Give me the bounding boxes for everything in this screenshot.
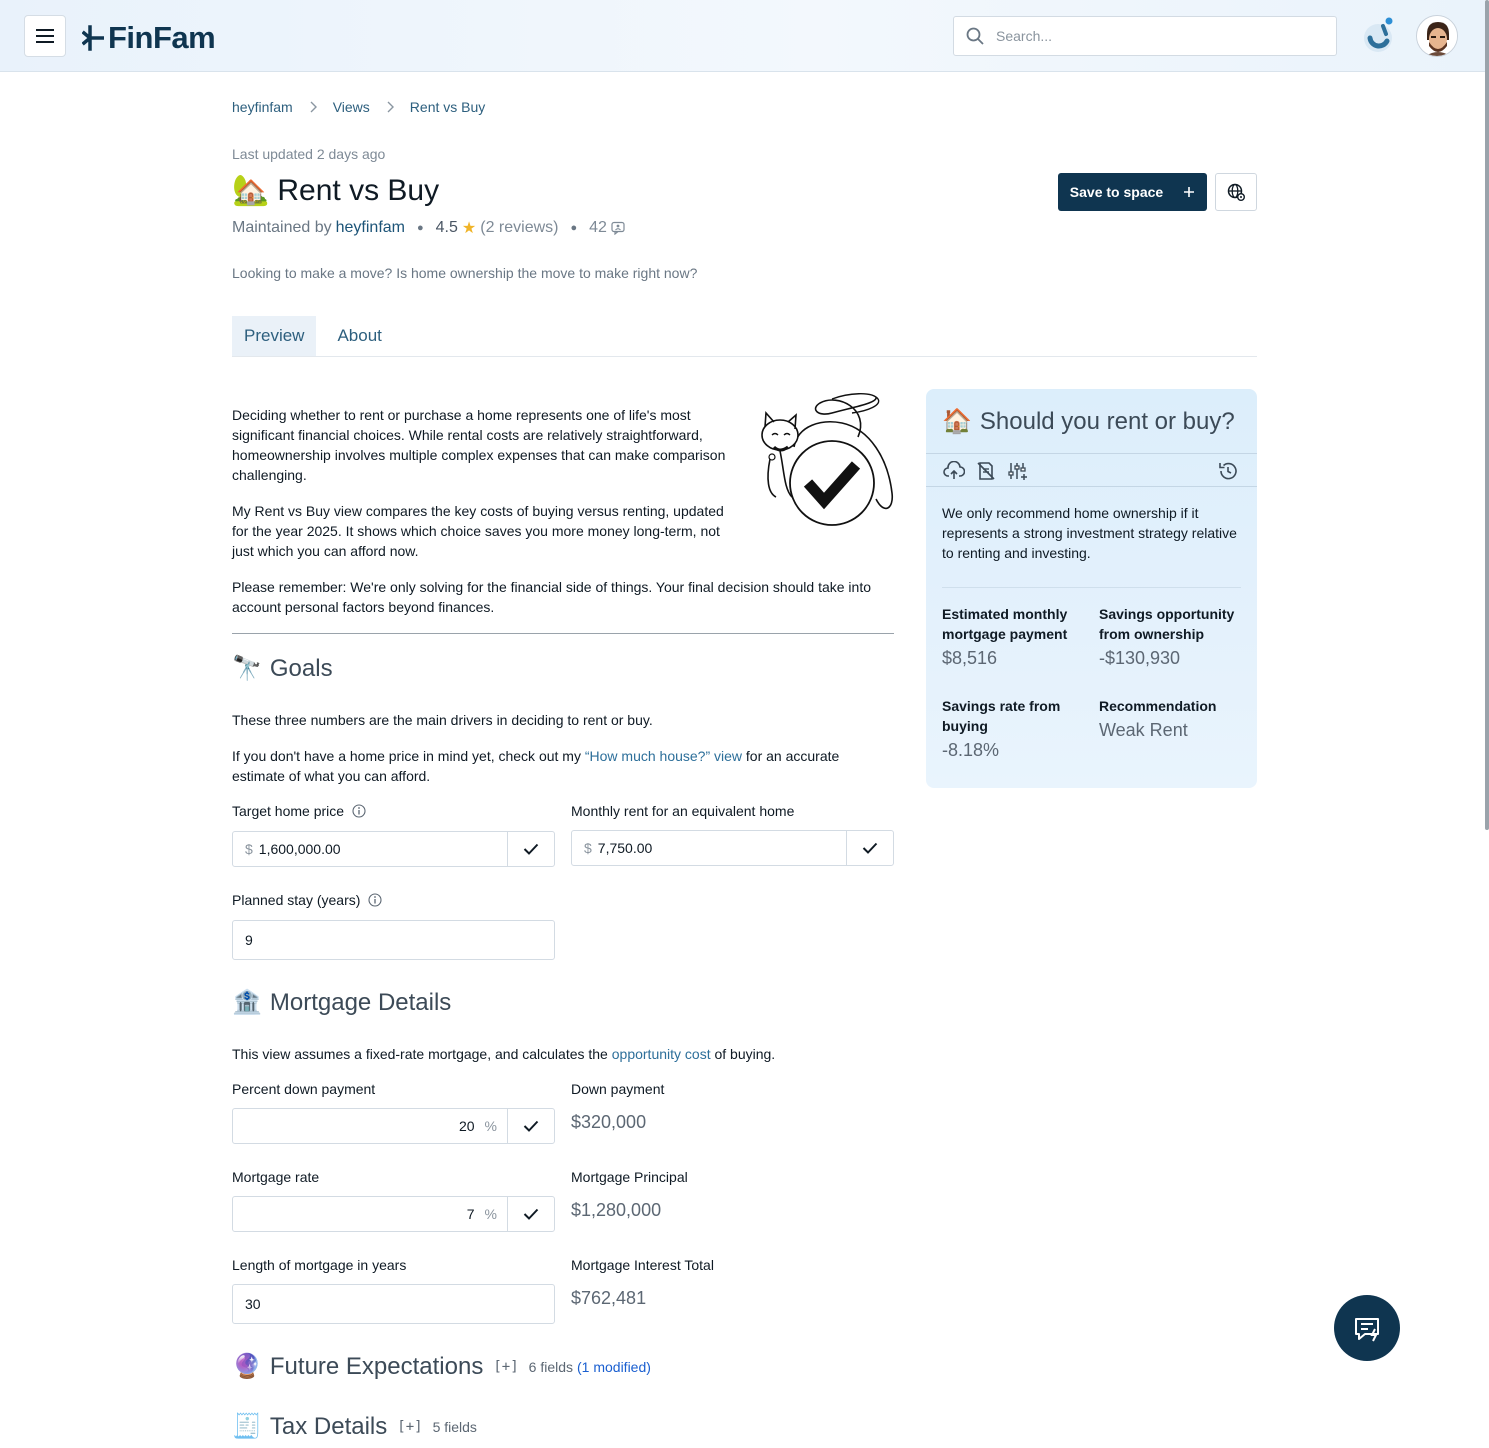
house-icon: 🏡 xyxy=(232,174,270,207)
save-to-space-label: Save to space xyxy=(1069,184,1164,200)
rating-value: 4.5 xyxy=(435,219,458,236)
field-count: 5 fields xyxy=(432,1418,477,1435)
monthly-rent-label: Monthly rent for an equivalent home xyxy=(571,803,795,819)
telescope-icon: 🔭 xyxy=(232,655,262,682)
tab-about[interactable]: About xyxy=(337,326,382,345)
target-home-price-label: Target home price xyxy=(232,803,366,819)
author-link[interactable]: heyfinfam xyxy=(335,219,405,236)
mortgage-principal-label: Mortgage Principal xyxy=(571,1169,688,1185)
tab-bar xyxy=(232,316,1257,357)
search-icon xyxy=(966,27,984,45)
logo[interactable] xyxy=(82,20,215,56)
check-icon xyxy=(862,842,878,854)
mortgage-heading-text: Mortgage Details xyxy=(269,988,452,1016)
expand-toggle[interactable]: [+] xyxy=(397,1418,423,1435)
cat-checkmark-illustration xyxy=(758,389,898,531)
opportunity-cost-link[interactable]: opportunity cost xyxy=(611,1046,711,1062)
comments-count-value: 42 xyxy=(589,219,607,236)
tab-preview[interactable]: Preview xyxy=(232,316,316,356)
mortgage-interest-value: $762,481 xyxy=(571,1288,647,1308)
search-box[interactable] xyxy=(953,16,1337,56)
page-title xyxy=(232,173,439,208)
results-panel xyxy=(926,389,1257,788)
save-to-space-button[interactable] xyxy=(1058,173,1207,211)
comments-count[interactable] xyxy=(589,219,625,237)
mortgage-heading xyxy=(232,988,451,1017)
stat-savings-opportunity: Savings opportunity from ownership -$130,930 xyxy=(1099,606,1235,668)
menu-button[interactable] xyxy=(24,15,66,57)
confirm-button[interactable] xyxy=(507,832,554,866)
confirm-button[interactable] xyxy=(846,831,893,865)
breadcrumb-item-heyfinfam[interactable]: heyfinfam xyxy=(232,99,293,115)
percent-down-field[interactable]: 20 % xyxy=(232,1108,555,1144)
page-title-text: Rent vs Buy xyxy=(277,173,440,207)
mortgage-rate-input[interactable]: 7 xyxy=(466,1206,475,1222)
chevron-right-icon xyxy=(309,101,317,113)
scrollbar[interactable] xyxy=(1485,0,1489,830)
confirm-button[interactable] xyxy=(507,1197,554,1231)
goals-paragraph-1: These three numbers are the main drivers in deciding to rent or buy. xyxy=(232,712,653,728)
monthly-rent-input[interactable]: 7,750.00 xyxy=(597,840,653,856)
future-expectations-heading[interactable] xyxy=(232,1352,651,1381)
receipt-icon: 🧾 xyxy=(232,1413,262,1440)
check-icon xyxy=(523,1120,539,1132)
mortgage-principal-value: $1,280,000 xyxy=(571,1200,662,1220)
panel-toolbar xyxy=(926,453,1257,487)
breadcrumb xyxy=(232,99,485,115)
mortgage-rate-field[interactable]: 7 % xyxy=(232,1196,555,1232)
info-icon[interactable] xyxy=(352,804,366,818)
panel-title-text: Should you rent or buy? xyxy=(979,407,1235,435)
percent-down-input[interactable]: 20 xyxy=(458,1118,475,1134)
stat-monthly-payment: Estimated monthly mortgage payment $8,516 xyxy=(942,606,1068,668)
percent-down-label: Percent down payment xyxy=(232,1081,376,1097)
planned-stay-input[interactable]: 9 xyxy=(245,932,253,948)
tax-heading-text: Tax Details xyxy=(269,1412,388,1440)
crystal-ball-icon: 🔮 xyxy=(232,1353,262,1380)
top-bar xyxy=(0,0,1485,72)
down-payment-value: $320,000 xyxy=(571,1112,647,1132)
chat-button[interactable] xyxy=(1334,1295,1400,1361)
target-home-price-field[interactable]: $ 1,600,000.00 xyxy=(232,831,555,867)
mortgage-rate-label: Mortgage rate xyxy=(232,1169,320,1185)
house-icon: 🏠 xyxy=(942,408,972,435)
field-count: 6 fields xyxy=(528,1358,573,1375)
chat-bolt-icon xyxy=(1352,1313,1382,1343)
last-updated: Last updated 2 days ago xyxy=(232,146,386,162)
monthly-rent-field[interactable]: $ 7,750.00 xyxy=(571,830,894,866)
mortgage-interest-label: Mortgage Interest Total xyxy=(571,1257,714,1273)
panel-description: We only recommend home ownership if it represents a strong investment strategy relative to renting and investing. xyxy=(942,505,1237,561)
section-divider xyxy=(232,633,894,634)
finfam-logo-icon xyxy=(82,25,104,51)
bank-icon: 🏦 xyxy=(232,989,262,1016)
notifications-icon[interactable] xyxy=(1359,16,1399,56)
intro-paragraph-1: Deciding whether to rent or purchase a home represents one of life's most significant financial choices. While rental costs are relatively straightforward, homeownership involves multiple complex expenses that can make comparison challenging. xyxy=(232,407,726,483)
breadcrumb-item-views[interactable]: Views xyxy=(332,99,370,115)
page-tagline: Looking to make a move? Is home ownership the move to make right now? xyxy=(232,265,698,281)
check-icon xyxy=(523,843,539,855)
info-icon[interactable] xyxy=(368,893,382,907)
goals-heading-text: Goals xyxy=(269,654,333,682)
upload-cloud-icon[interactable] xyxy=(942,459,966,483)
hamburger-icon xyxy=(35,28,55,44)
expand-toggle[interactable]: [+] xyxy=(493,1358,519,1375)
planned-stay-label: Planned stay (years) xyxy=(232,892,382,908)
goals-paragraph-2: If you don't have a home price in mind yet, check out my “How much house?” view for an accurate estimate of what you can afford. xyxy=(232,748,840,784)
future-heading-text: Future Expectations xyxy=(269,1352,484,1380)
check-icon xyxy=(523,1208,539,1220)
confirm-button[interactable] xyxy=(507,1109,554,1143)
breadcrumb-item-rent-vs-buy[interactable]: Rent vs Buy xyxy=(409,99,486,115)
how-much-house-link[interactable]: “How much house?” view xyxy=(584,748,743,764)
search-input[interactable] xyxy=(996,28,1296,44)
star-icon: ★ xyxy=(461,220,477,237)
share-globe-button[interactable] xyxy=(1215,173,1257,211)
down-payment-label: Down payment xyxy=(571,1081,665,1097)
sliders-add-icon[interactable] xyxy=(1006,459,1030,483)
target-home-price-input[interactable]: 1,600,000.00 xyxy=(258,841,341,857)
stat-savings-rate: Savings rate from buying -8.18% xyxy=(942,698,1061,760)
globe-settings-icon xyxy=(1227,183,1245,201)
chevron-right-icon xyxy=(386,101,394,113)
intro-paragraph-2: My Rent vs Buy view compares the key costs of buying versus renting, updated for the year 2025. It shows which choice saves you more money long-term, not just which you can afford now. xyxy=(232,503,724,559)
tax-details-heading[interactable] xyxy=(232,1412,477,1441)
maintained-by-label: Maintained by xyxy=(232,219,332,236)
avatar[interactable] xyxy=(1416,15,1458,57)
plus-icon xyxy=(1183,186,1195,198)
mortgage-length-label: Length of mortgage in years xyxy=(232,1257,407,1273)
goals-heading xyxy=(232,654,333,683)
stat-recommendation: Recommendation Weak Rent xyxy=(1099,698,1217,740)
mortgage-length-input[interactable]: 30 xyxy=(245,1296,261,1312)
planned-stay-field[interactable] xyxy=(232,920,555,960)
reviews-link[interactable]: (2 reviews) xyxy=(480,219,559,236)
mortgage-paragraph: This view assumes a fixed-rate mortgage, and calculates the opportunity cost of buying. xyxy=(232,1046,776,1062)
mortgage-length-field[interactable] xyxy=(232,1284,555,1324)
no-document-icon[interactable] xyxy=(974,459,998,483)
modified-count: (1 modified) xyxy=(577,1358,651,1375)
reset-history-icon[interactable] xyxy=(1216,459,1240,483)
panel-title xyxy=(942,407,1235,436)
logo-text: FinFam xyxy=(108,20,216,55)
page-meta: Maintained by heyfinfam ● 4.5 ★ (2 reviews) ● 42 xyxy=(232,218,625,238)
intro-paragraph-3: Please remember: We're only solving for the financial side of things. Your final decision should take into account personal factors beyond finances. xyxy=(232,579,871,615)
comment-icon xyxy=(611,221,625,235)
